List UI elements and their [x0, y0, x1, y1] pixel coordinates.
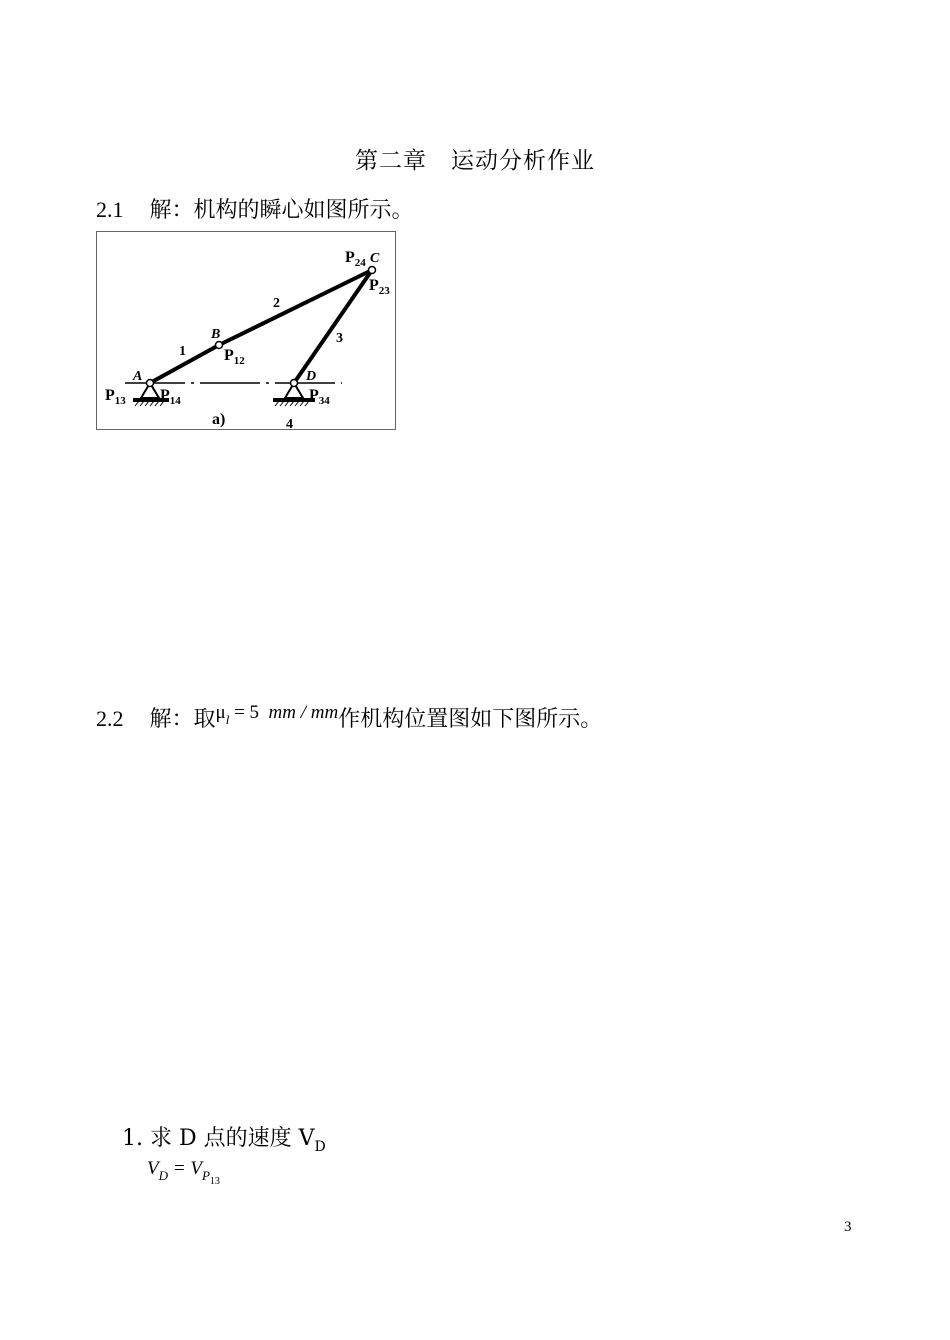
section-2-2	[96, 702, 602, 733]
label-link-3: 3	[336, 331, 343, 346]
page-number: 3	[844, 1219, 852, 1235]
label-p14: $P_{14}$	[160, 387, 181, 407]
label-p23: $P_{23}$	[369, 277, 390, 297]
label-p12: $P_{12}$	[224, 347, 245, 367]
joint-a	[147, 380, 154, 387]
section-2-1	[96, 193, 414, 224]
label-d: D	[306, 369, 317, 384]
joint-d	[291, 380, 298, 387]
label-link-1: 1	[179, 344, 186, 359]
scale-formula: $\mu_l = 5$ mm / mm	[215, 702, 339, 727]
step-1-heading: 1. 求 D 点的速度 $V_D$	[122, 1126, 326, 1155]
four-bar-linkage-diagram	[97, 232, 395, 429]
mechanism-figure	[96, 231, 396, 430]
figure-caption: a)	[212, 411, 226, 428]
section-number: 2.1	[96, 197, 124, 222]
section-suffix: 作机构位置图如下图所示。	[338, 707, 603, 732]
section-text: 解：机构的瞬心如图所示。	[149, 198, 414, 223]
label-b: B	[211, 327, 221, 342]
label-c: C	[370, 251, 380, 266]
section-prefix: 解：取	[149, 707, 216, 732]
joint-b	[216, 342, 223, 349]
label-a: A	[133, 369, 143, 384]
step-1-equation: $V_D = V_{P13}$	[147, 1158, 220, 1187]
section-number: 2.2	[96, 706, 124, 731]
label-p34: $P_{34}$	[309, 387, 330, 407]
chapter-title: 第二章 运动分析作业	[355, 148, 595, 174]
label-link-2: 2	[273, 296, 280, 311]
label-ground-4: 4	[286, 417, 293, 429]
link-2	[219, 270, 372, 345]
joint-c	[369, 267, 376, 274]
label-p24: $P_{24}$	[345, 249, 366, 269]
label-p13: $P_{13}$	[105, 387, 126, 407]
